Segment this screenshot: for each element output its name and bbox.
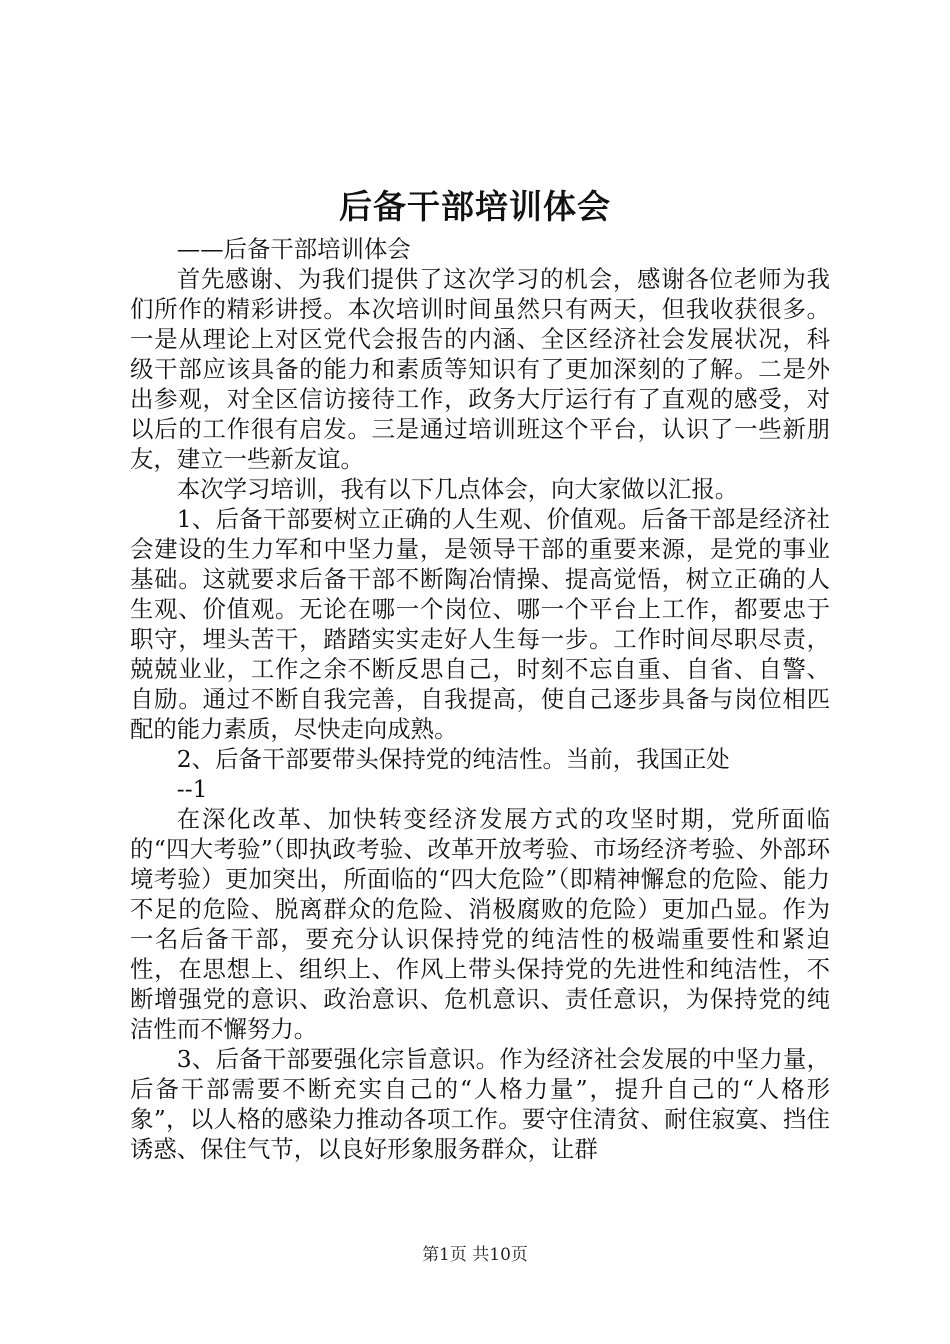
paragraph-point-2-start: 2、后备干部要带头保持党的纯洁性。当前，我国正处 [176,745,730,773]
paragraph-overview: 本次学习培训，我有以下几点体会，向大家做以汇报。 [176,475,739,503]
paragraph-intro: 首先感谢、为我们提供了这次学习的机会，感谢各位老师为我们所作的精彩讲授。本次培训时间虽然只有两天，但我收获很多。一是从理论上对区党代会报告的内涵、全区经济社会发展状况，科级干部应该具备的能力和素质等知识有了更加深刻的了解。二是外出参观，对全区信访接待工作，政务大厅运行有了直观的感受，对以后的工作很有启发。三是通过培训班这个平台，认识了一些新朋友，建立一些新友谊。 [130,265,830,473]
page-footer: 第1页 共10页 [422,1245,528,1265]
page-break-mark: --1 [176,775,208,803]
paragraph-point-3: 3、后备干部要强化宗旨意识。作为经济社会发展的中坚力量，后备干部需要不断充实自己的“人格力量”，提升自己的“人格形象”，以人格的感染力推动各项工作。要守住清贫、耐住寂寞、挡住诱惑、保住气节，以良好形象服务群众，让群 [130,1045,830,1163]
document-subtitle: ——后备干部培训体会 [176,235,411,263]
paragraph-point-1: 1、后备干部要树立正确的人生观、价值观。后备干部是经济社会建设的生力军和中坚力量，是领导干部的重要来源，是党的事业基础。这就要求后备干部不断陶冶情操、提高觉悟，树立正确的人生观、价值观。无论在哪一个岗位、哪一个平台上工作，都要忠于职守，埋头苦干，踏踏实实走好人生每一步。工作时间尽职尽责，兢兢业业，工作之余不断反思自己，时刻不忘自重、自省、自警、自励。通过不断自我完善，自我提高，使自己逐步具备与岗位相匹配的能力素质，尽快走向成熟。 [130,505,830,743]
document-title: 后备干部培训体会 [339,187,611,226]
paragraph-point-2-continued: 在深化改革、加快转变经济发展方式的攻坚时期，党所面临的“四大考验”（即执政考验、改革开放考验、市场经济考验、外部环境考验）更加突出，所面临的“四大危险”（即精神懈怠的危险、能力不足的危险、脱离群众的危险、消极腐败的危险）更加凸显。作为一名后备干部，要充分认识保持党的纯洁性的极端重要性和紧迫性，在思想上、组织上、作风上带头保持党的先进性和纯洁性，不断增强党的意识、政治意识、危机意识、责任意识，为保持党的纯洁性而不懈努力。 [130,805,830,1043]
document-body [130,234,830,1164]
